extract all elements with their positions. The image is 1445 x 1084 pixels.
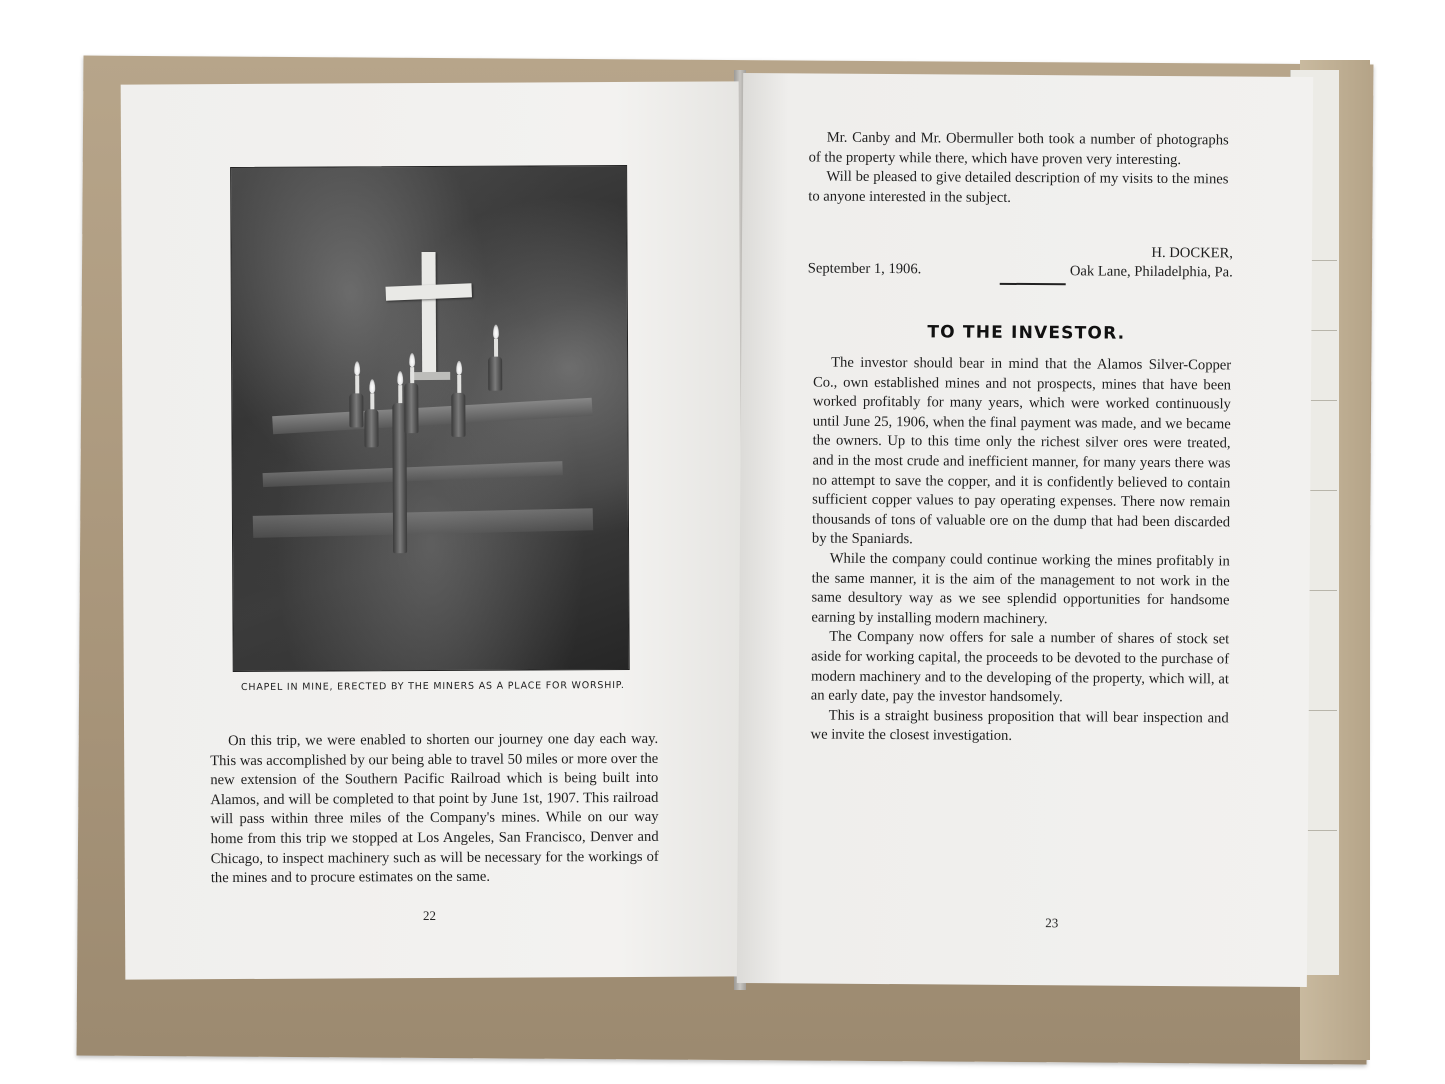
candle-flame: [493, 325, 499, 339]
candle-flame: [397, 371, 403, 385]
signature-block: [807, 241, 1233, 281]
left-body-text: [210, 730, 659, 889]
bottle: [404, 383, 418, 433]
rock-ledge: [272, 398, 593, 434]
candle-flame: [409, 353, 415, 367]
signature-address: Oak Lane, Philadelphia, Pa.: [1069, 263, 1233, 281]
candle-flame: [354, 361, 360, 375]
signature-name-address: [1070, 243, 1233, 282]
chapel-photo: [230, 165, 630, 672]
bottle: [488, 357, 502, 391]
paragraph: The Company now offers for sale a number of shares of stock set aside for working capital, the proceeds to be devoted to the purchase of modern machinery and to the developing of the property, which will, at an early date, pay the investor handsomely.: [810, 628, 1230, 706]
investor-body-text: [810, 354, 1231, 749]
rock-ledge: [253, 508, 593, 538]
left-page: [121, 81, 744, 979]
cross-beam: [386, 283, 472, 300]
candle-flame: [456, 361, 462, 375]
page-number: 22: [422, 907, 437, 924]
section-heading: TO THE INVESTOR.: [927, 322, 1126, 344]
section-divider: [1000, 283, 1066, 285]
paragraph: Will be pleased to give detailed description of my visits to the mines to anyone interested in the subject.: [808, 168, 1229, 206]
page-number: 23: [1045, 915, 1059, 931]
cross-base: [410, 372, 450, 380]
right-page: [737, 73, 1313, 987]
photo-caption: CHAPEL IN MINE, ERECTED BY THE MINERS AS A PLACE FOR WORSHIP.: [240, 679, 625, 694]
intro-text: [808, 128, 1229, 209]
paragraph: The investor should bear in mind that the Alamos Silver-Copper Co., own established mines and not prospects, mines that have been worked profitably for many years, which were worked continuously until June 25, 1906, when the final payment was made, and we became the owners. Up to this time only the richest silver ores were treated, and in the most crude and inefficient manner, for many years there was no attempt to save the copper, and it is confidently believed to contain sufficient copper values to pay operating expenses. There now remain thousands of tons of valuable ore on the dump that had been discarded by the Spaniards.: [811, 354, 1232, 548]
paragraph: Mr. Canby and Mr. Obermuller both took a number of photographs of the property while there, which have proven very interesting.: [808, 129, 1229, 168]
bottle: [349, 393, 363, 427]
signature-name: H. DOCKER,: [1151, 244, 1233, 262]
rock-ledge: [263, 461, 563, 487]
signature-date: September 1, 1906.: [807, 260, 922, 278]
bottle: [364, 409, 378, 447]
candle-flame: [369, 379, 375, 393]
paragraph: While the company could continue working the mines profitably in the same manner, it is the aim of the management to not work in the same desultory way as we see splendid opportunities for handsome earning by installing modern machinery.: [811, 550, 1230, 627]
paragraph: This is a straight business proposition that will bear inspection and we invite the closest investigation.: [810, 707, 1229, 745]
cross-upright: [422, 252, 437, 377]
paragraph: On this trip, we were enabled to shorten our journey one day each way. This was accomplished by our being able to travel 50 miles or more over the new extension of the Southern Pacific Railroad which is being built into Alamos, and will be completed to that point by June 1st, 1907. This railroad will pass within three miles of the Company's mines. While on our way home from this trip we stopped at Los Angeles, San Francisco, Denver and Chicago, to inspect machinery such as will be necessary for the workings of the mines and to procure estimates on the same.: [210, 730, 659, 887]
bottle: [451, 393, 465, 437]
